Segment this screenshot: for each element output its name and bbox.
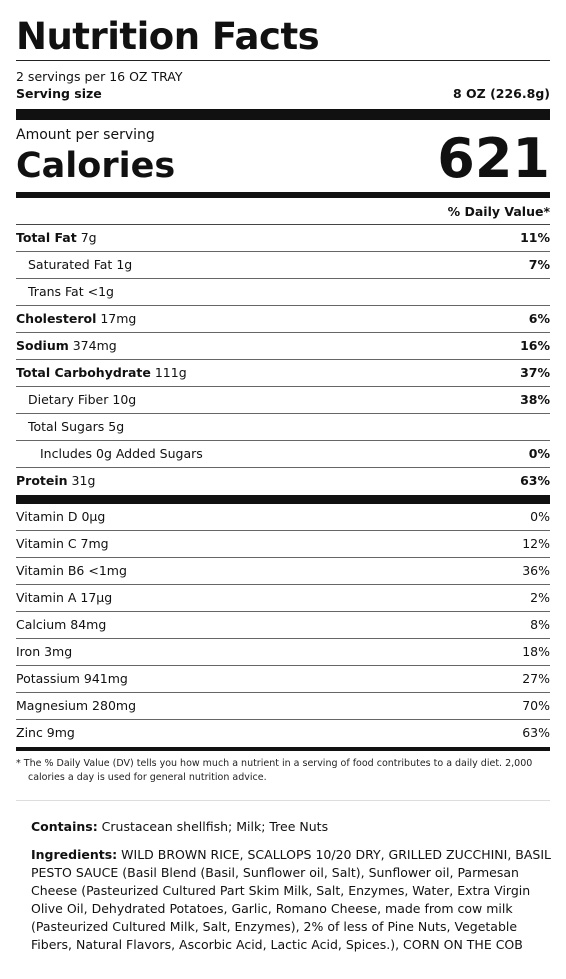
nutrient-row-added-sugars (16, 441, 550, 468)
nutrient-row-total-sugars (16, 414, 550, 441)
vitamin-dv: 0% (530, 509, 550, 524)
panel-title: Nutrition Facts (16, 15, 320, 58)
calories-label: Calories (16, 146, 176, 186)
vitamin-row (16, 639, 550, 666)
vitamin-dv: 27% (522, 671, 550, 686)
vitamin-dv: 8% (530, 617, 550, 632)
ingredients-statement (31, 846, 553, 954)
nutrient-amount: 5g (108, 419, 125, 434)
vitamin-text: Vitamin A 17µg (16, 590, 113, 605)
nutrient-dv: 6% (528, 311, 550, 326)
vitamin-dv: 2% (530, 590, 550, 605)
nutrient-dv: 11% (520, 230, 550, 245)
contains-label: Contains: (31, 819, 98, 834)
nutrient-amount: 111g (154, 365, 187, 380)
nutrient-dv: 0% (528, 446, 550, 461)
nutrient-row-dietary-fiber (16, 387, 550, 414)
ingredients-text: WILD BROWN RICE, SCALLOPS 10/20 DRY, GRILLED ZUCCHINI, BASIL PESTO SAUCE (Basil Blend (Basil, Sunflower oil, Salt), Sunflower oil, Parmesan Cheese (Pasteurized Cultured Part Skim Milk, Salt, Enzymes, Water, Extra Virgin Olive Oil, Dehydrated Potatoes, Garlic, Romano Cheese, made from cow milk (Pasteurized Cultured Milk, Salt, Enzymes), 2% of less of Pine Nuts, Vegetable Fibers, Natural Flavors, Ascorbic Acid, Lactic Acid, Spices.), CORN ON THE COB (31, 847, 551, 952)
serving-size-value: 8 OZ (226.8g) (452, 86, 550, 101)
nutrient-name: Cholesterol (16, 311, 97, 326)
nutrient-name: Dietary Fiber (28, 392, 109, 407)
allergen-statement (31, 818, 551, 836)
nutrient-row-protein (16, 468, 550, 495)
vitamin-text: Potassium 941mg (16, 671, 128, 686)
daily-value-header: % Daily Value* (16, 198, 550, 225)
nutrient-row-sodium (16, 333, 550, 360)
nutrition-facts-panel (16, 14, 550, 785)
vitamin-text: Vitamin D 0µg (16, 509, 106, 524)
nutrient-name: Includes 0g Added Sugars (40, 446, 203, 461)
contains-text: Crustacean shellfish; Milk; Tree Nuts (97, 819, 329, 834)
nutrient-name: Protein (16, 473, 68, 488)
vitamin-dv: 12% (522, 536, 550, 551)
nutrient-amount: 31g (71, 473, 96, 488)
nutrient-amount: 17mg (100, 311, 137, 326)
nutrient-dv: 16% (520, 338, 550, 353)
vitamin-row (16, 612, 550, 639)
servings-per-container: 2 servings per 16 OZ TRAY (16, 69, 183, 84)
nutrient-row-cholesterol (16, 306, 550, 333)
vitamin-row (16, 585, 550, 612)
nutrient-row-saturated-fat (16, 252, 550, 279)
nutrient-row-total-fat (16, 225, 550, 252)
vitamin-text: Vitamin B6 <1mg (16, 563, 127, 578)
nutrient-amount: <1g (87, 284, 114, 299)
nutrient-dv: 63% (520, 473, 550, 488)
nutrient-name: Saturated Fat (28, 257, 113, 272)
nutrient-dv: 37% (520, 365, 550, 380)
serving-size-row (16, 85, 550, 103)
footer-divider (16, 747, 550, 751)
vitamin-text: Zinc 9mg (16, 725, 75, 740)
nutrient-name: Sodium (16, 338, 69, 353)
nutrient-name: Total Sugars (28, 419, 105, 434)
nutrient-amount: 7g (80, 230, 97, 245)
nutrient-amount: 10g (112, 392, 137, 407)
nutrient-row-trans-fat (16, 279, 550, 306)
vitamin-row (16, 558, 550, 585)
nutrient-row-total-carbohydrate (16, 360, 550, 387)
nutrient-name: Total Fat (16, 230, 77, 245)
serving-size-label: Serving size (16, 86, 102, 101)
vitamin-text: Calcium 84mg (16, 617, 107, 632)
vitamin-text: Iron 3mg (16, 644, 73, 659)
title-divider (16, 60, 550, 61)
vitamin-text: Magnesium 280mg (16, 698, 137, 713)
nutrient-dv: 38% (520, 392, 550, 407)
nutrient-dv: 7% (528, 257, 550, 272)
nutrient-amount: 374mg (72, 338, 117, 353)
ingredients-label: Ingredients: (31, 847, 118, 862)
vitamin-dv: 63% (522, 725, 550, 740)
section-separator (16, 800, 550, 801)
thick-divider (16, 109, 550, 120)
vitamin-row (16, 531, 550, 558)
amount-per-serving: Amount per serving (16, 127, 155, 143)
vitamin-row (16, 693, 550, 720)
nutrient-name: Total Carbohydrate (16, 365, 151, 380)
vitamin-row (16, 720, 550, 747)
vitamin-row (16, 666, 550, 693)
thick-divider (16, 495, 550, 504)
vitamin-dv: 18% (522, 644, 550, 659)
vitamin-row (16, 504, 550, 531)
calories-value: 621 (437, 127, 550, 190)
vitamin-dv: 70% (522, 698, 550, 713)
vitamin-text: Vitamin C 7mg (16, 536, 109, 551)
nutrient-amount: 1g (116, 257, 133, 272)
daily-value-footnote: * The % Daily Value (DV) tells you how much a nutrient in a serving of food contributes to a daily diet. 2,000 calories a day is used for general nutrition advice. (16, 758, 533, 783)
vitamin-dv: 36% (522, 563, 550, 578)
nutrient-name: Trans Fat (28, 284, 84, 299)
